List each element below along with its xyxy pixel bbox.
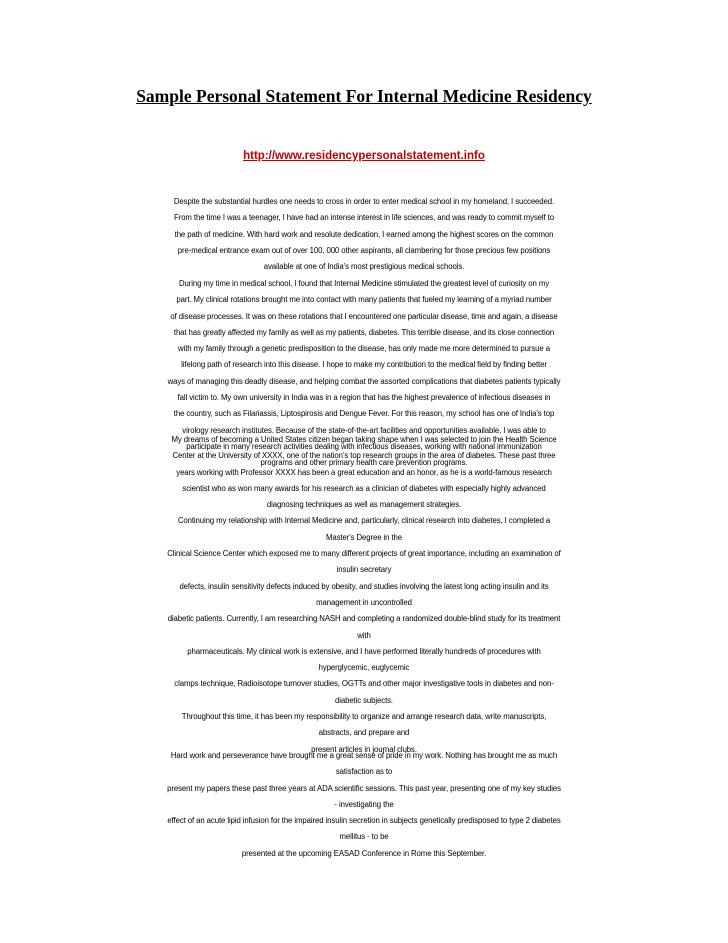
paragraph-1 xyxy=(0,194,728,275)
text-line: - investigating the xyxy=(334,799,394,809)
text-line: scientist who as won many awards for his research as a clinician of diabetes with especially highly advanced xyxy=(182,483,546,493)
text-line: Master's Degree in the xyxy=(326,532,402,542)
text-line: present my papers these past three years at ADA scientific sessions. This past year, presenting one of my key studies xyxy=(167,783,561,793)
text-line: programs and other primary health care prevention programs. xyxy=(260,458,468,468)
text-line: management in uncontrolled xyxy=(316,597,412,607)
text-line: Throughout this time, it has been my responsibility to organize and arrange research data, write manuscripts, xyxy=(181,712,547,722)
text-line: lifelong path of research into this disease. I hope to make my contribution to the medical field by finding better xyxy=(181,360,547,370)
website-link[interactable]: http://www.residencypersonalstatement.info xyxy=(243,150,485,162)
text-line: fall victim to. My own university in India was in a region that has the highest prevalence of infectious diseases in xyxy=(177,393,551,403)
document-title: Sample Personal Statement For Internal Medicine Residency xyxy=(136,86,592,106)
text-line: clamps technique, Radioisotope turnover studies, OGTTs and other major investigative tools in diabetes and non- xyxy=(174,679,554,689)
text-line: abstracts, and prepare and xyxy=(318,728,410,738)
text-line: that has greatly affected my family as well as my patients, diabetes. This terrible disease, and its close connection xyxy=(173,327,555,337)
text-line: Despite the substantial hurdles one needs to cross in order to enter medical school in my homeland, I succeeded. xyxy=(173,197,555,206)
text-line: diagnosing techniques as well as management strategies. xyxy=(266,500,462,510)
text-line: During my time in medical school, I found that Internal Medicine stimulated the greatest level of curiosity on my xyxy=(178,279,550,288)
text-line: with xyxy=(357,630,371,640)
text-line: with my family through a genetic predisposition to the disease, has only made me more determined to pursue a xyxy=(178,344,550,354)
text-line: From the time I was a teenager, I have had an intense interest in life sciences, and was ready to commit myself to xyxy=(174,213,554,223)
text-line: presented at the upcoming EASAD Conference in Rome this September. xyxy=(241,848,487,858)
text-line: My dreams of becoming a United States citizen began taking shape when I was selected to join the Health Science xyxy=(171,435,557,444)
paragraph-3 xyxy=(0,432,728,758)
text-line: available at one of India’s most prestigious medical schools. xyxy=(263,262,465,272)
text-line: hyperglycemic, euglycemic xyxy=(318,663,410,673)
text-line: pre-medical entrance exam out of over 100, 000 other aspirants, all clambering for those precious few positions xyxy=(177,245,551,255)
text-line: satisfaction as to xyxy=(335,767,393,777)
text-line: diabetic patients. Currently, I am researching NASH and completing a randomized double-blind study for its treatment xyxy=(167,614,561,624)
text-line: the country, such as Filariassis, Liptospirosis and Dengue Fever. For this reason, my school has one of India’s top xyxy=(173,409,555,419)
text-line: part. My clinical rotations brought me into contact with many patients that fueled my learning of a myriad number xyxy=(176,295,552,305)
text-line: Center at the University of XXXX, one of the nation’s top research groups in the area of diabetes. These past three xyxy=(172,451,556,461)
text-line: present articles in journal clubs. xyxy=(311,744,417,754)
text-line: participate in many research activities dealing with infectious diseases, working with national immunization xyxy=(186,441,542,451)
text-line: effect of an acute lipid infusion for the impaired insulin secretion in subjects genetically predisposed to type 2 diabetes xyxy=(167,816,561,826)
text-line: Hard work and perseverance have brought me a great sense of pride in my work. Nothing has brought me as much xyxy=(170,751,558,760)
text-line: ways of managing this deadly disease, and helping combat the assorted complications that diabetes patients typically xyxy=(167,376,561,386)
text-line: the path of medicine. With hard work and resolute dedication, I earned among the highest scores on the common xyxy=(174,229,554,239)
text-line: insulin secretary xyxy=(336,565,392,575)
text-line: of disease processes. It was on these rotations that I encountered one particular disease, time and again, a disease xyxy=(170,311,558,321)
text-line: mellitus - to be xyxy=(339,832,389,842)
text-line: years working with Professor XXXX has been a great education and an honor, as he is a world-famous research xyxy=(176,467,552,477)
text-line: Continuing my relationship with Internal Medicine and, particularly, clinical research into diabetes, I completed a xyxy=(177,516,551,526)
text-line: defects, insulin sensitivity defects induced by obesity, and studies involving the latest long acting insulin and its xyxy=(179,581,549,591)
text-line: diabetic subjects. xyxy=(334,695,393,705)
text-line: Clinical Science Center which exposed me to many different projects of great importance, including an examination of xyxy=(167,549,561,559)
text-line: virology research institutes. Because of the state-of-the-art facilities and opportunities available, I was able to xyxy=(182,425,546,435)
paragraph-4 xyxy=(0,748,728,862)
text-line: pharmaceuticals. My clinical work is extensive, and I have performed literally hundreds of procedures with xyxy=(187,646,541,656)
